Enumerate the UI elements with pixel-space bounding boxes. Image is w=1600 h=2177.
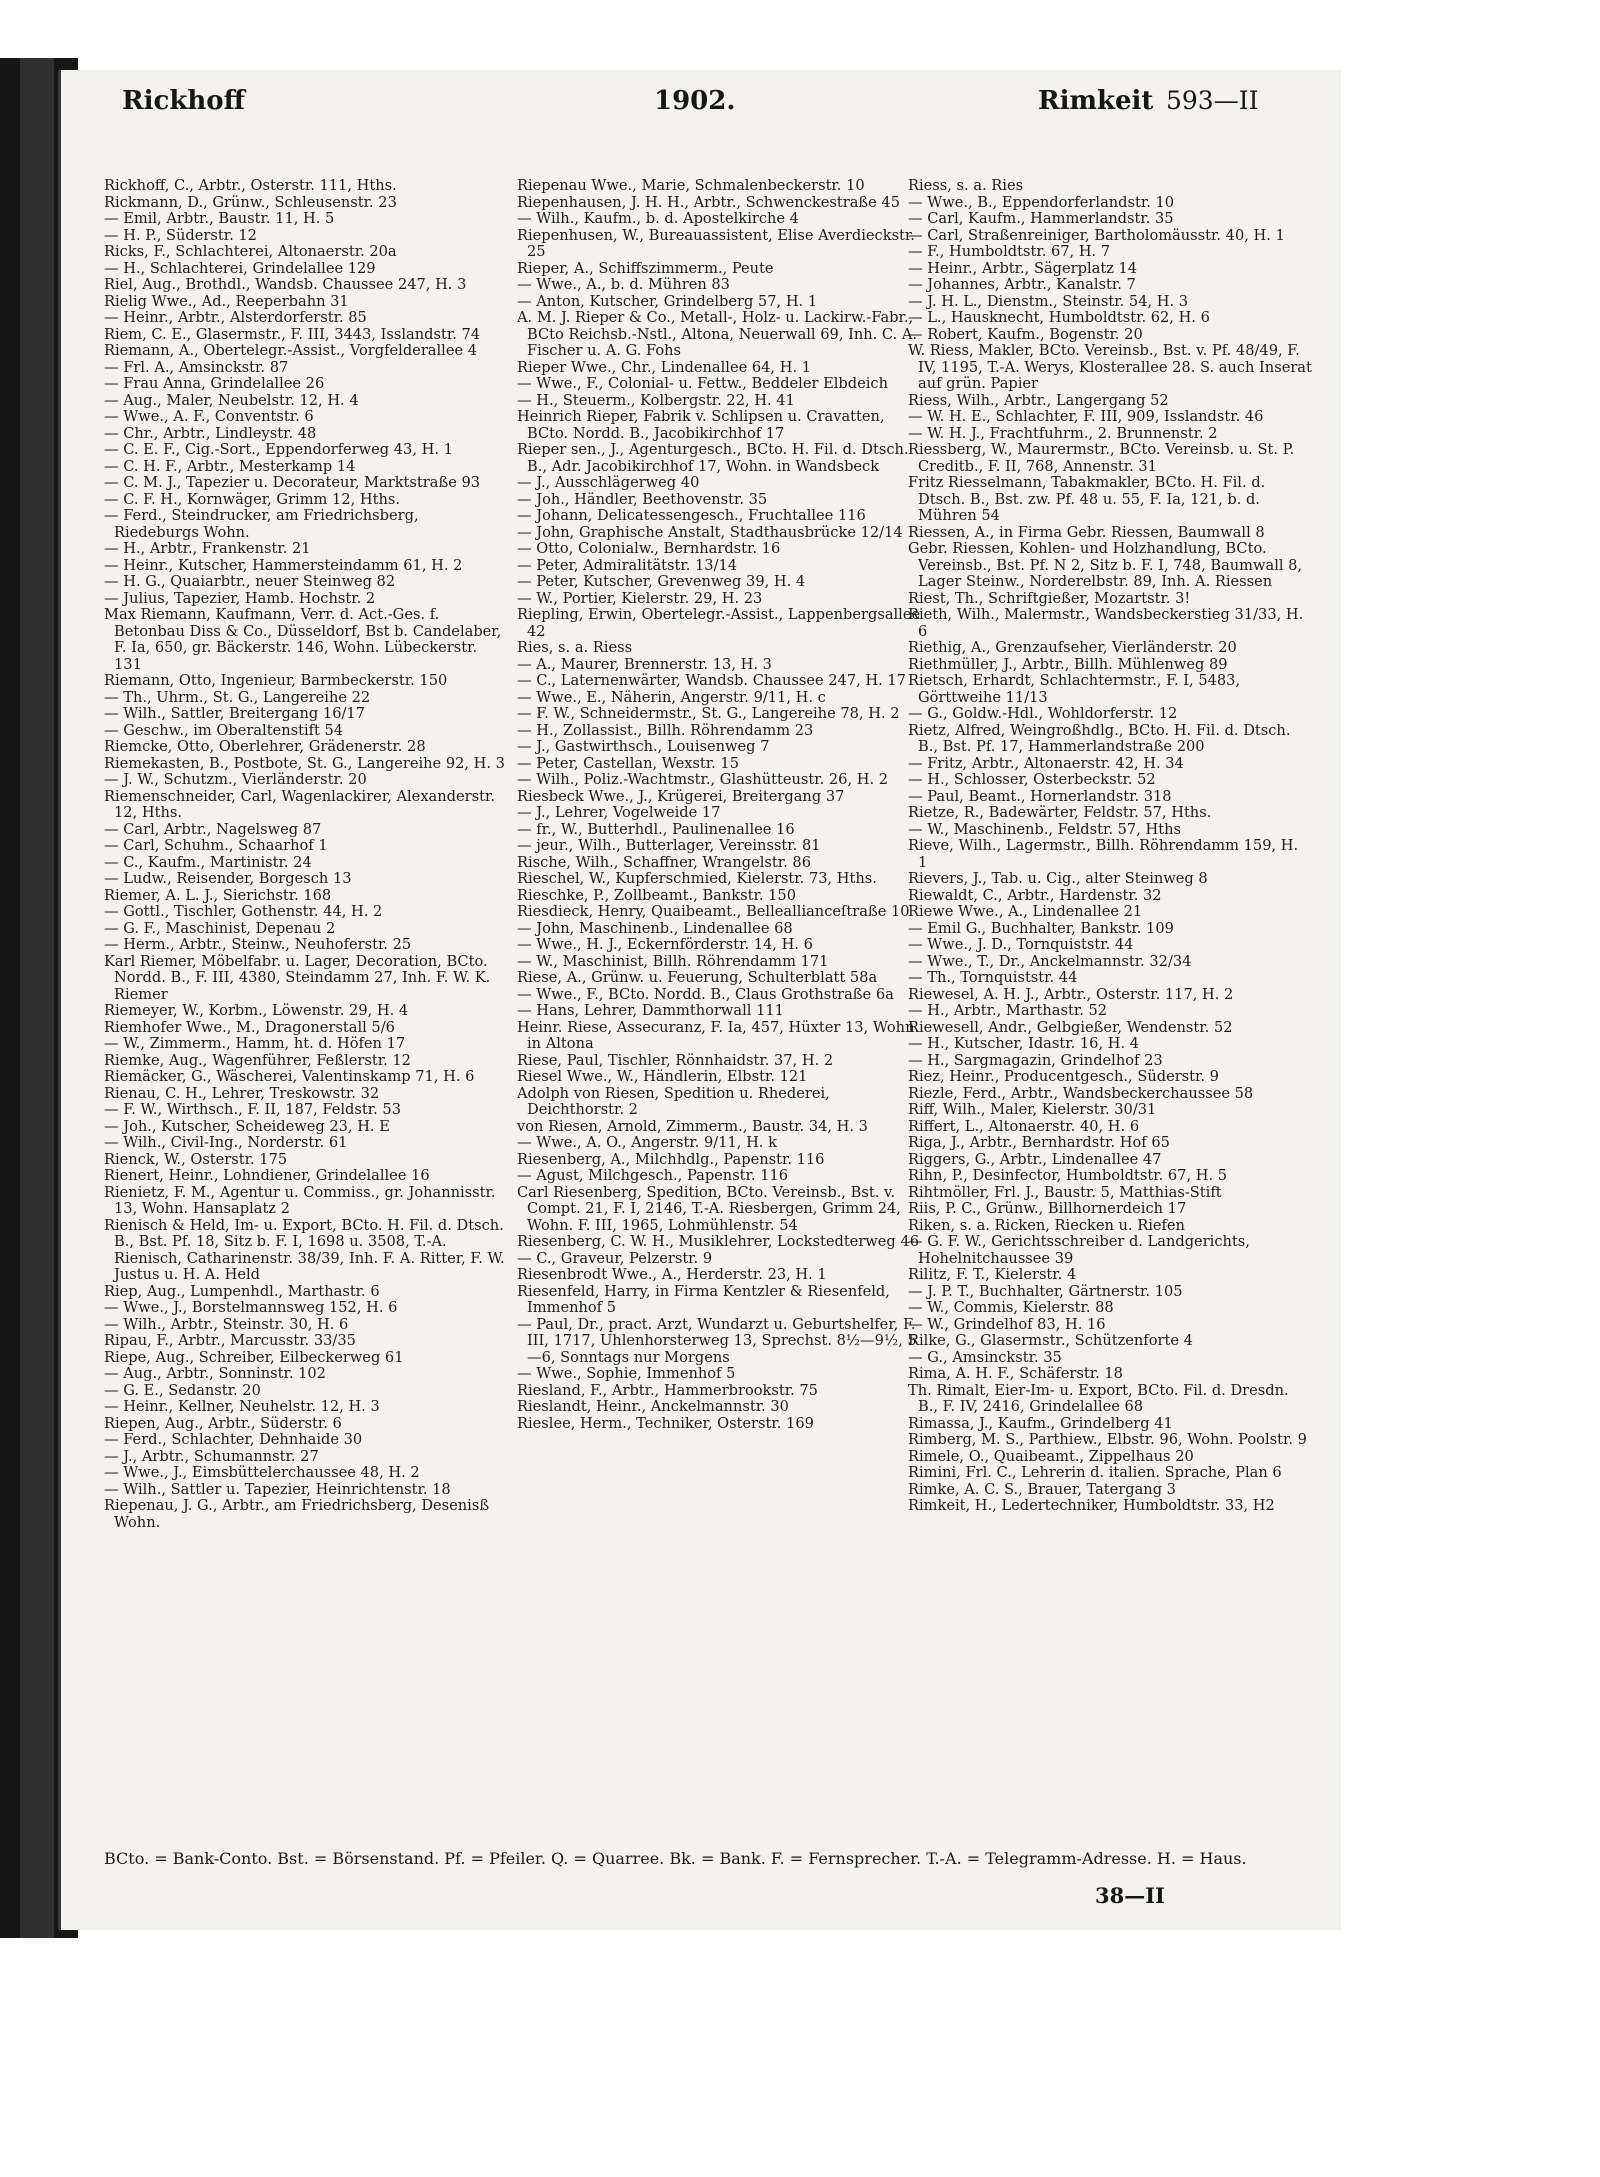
directory-entry: — Wwe., J., Borstelmannsweg 152, H. 6 [104, 1299, 398, 1316]
directory-entry: Rimele, O., Quaibeamt., Zippelhaus 20 [908, 1447, 1194, 1465]
directory-entry: Riesdieck, Henry, Quaibeamt., Belleallianceſtraße 10 [517, 903, 910, 920]
directory-entry: Riess, Wilh., Arbtr., Langergang 52 [908, 391, 1169, 409]
directory-entry: — G. F., Maschinist, Depenau 2 [104, 919, 336, 937]
directory-entry: — H., Sargmagazin, Grindelhof 23 [908, 1051, 1163, 1069]
directory-entry: Riessen, A., in Firma Gebr. Riessen, Baumwall 8 [908, 523, 1265, 541]
directory-entry: Riepe, Aug., Schreiber, Eilbeckerweg 61 [104, 1348, 404, 1366]
directory-entry: — Herm., Arbtr., Steinw., Neuhoferstr. 25 [104, 936, 412, 953]
directory-entry: — J. H. L., Dienstm., Steinstr. 54, H. 3 [908, 292, 1189, 310]
directory-entry: Heinrich Rieper, Fabrik v. Schlipsen u. Cravatten, BCto. Nordd. B., Jacobikirchhof 17 [517, 408, 885, 442]
directory-entry: — C., Kaufm., Martinistr. 24 [104, 853, 312, 871]
directory-entry: Riethig, A., Grenzaufseher, Vierländerstr. 20 [908, 639, 1237, 656]
directory-entry: — Heinr., Kutscher, Hammersteindamm 61, H. 2 [104, 556, 463, 574]
directory-entry: — H. P., Süderstr. 12 [104, 226, 257, 244]
directory-entry: — Wwe., A., b. d. Mühren 83 [517, 276, 730, 293]
directory-entry: — Frl. A., Amsinckstr. 87 [104, 358, 289, 376]
directory-entry: — Wilh., Poliz.-Wachtmstr., Glashütteustr. 26, H. 2 [517, 771, 889, 788]
directory-entry: — Chr., Arbtr., Lindleystr. 48 [104, 424, 317, 442]
directory-entry: Karl Riemer, Möbelfabr. u. Lager, Decoration, BCto. Nordd. B., F. III, 4380, Steindamm 27, Inh. F. W. K. Riemer [104, 952, 491, 1003]
directory-entry: — Emil, Arbtr., Baustr. 11, H. 5 [104, 210, 335, 227]
directory-entry: — Frau Anna, Grindelallee 26 [104, 375, 325, 392]
directory-entry: Riken, s. a. Ricken, Riecken u. Riefen [908, 1216, 1185, 1234]
directory-entry: Rieve, Wilh., Lagermstr., Billh. Röhrendamm 159, H. 1 [908, 837, 1299, 871]
directory-entry: — C. M. J., Tapezier u. Decorateur, Marktstraße 93 [104, 474, 481, 491]
directory-entry: Th. Rimalt, Eier-Im- u. Export, BCto. Fil. d. Dresdn. B., F. IV, 2416, Grindelallee 68 [908, 1381, 1289, 1415]
directory-entry: — F. W., Schneidermstr., St. G., Langereihe 78, H. 2 [517, 705, 900, 722]
directory-entry: — Carl, Straßenreiniger, Bartholomäusstr. 40, H. 1 [908, 226, 1285, 244]
directory-entry: Rietsch, Erhardt, Schlachtermstr., F. I, 5483, Görttweihe 11/13 [908, 672, 1241, 706]
directory-entry: Rienietz, F. M., Agentur u. Commiss., gr. Johannisstr. 13, Wohn. Hansaplatz 2 [104, 1183, 496, 1217]
directory-entry: Fritz Riesselmann, Tabakmakler, BCto. H. Fil. d. Dtsch. B., Bst. zw. Pf. 48 u. 55, F. Ia, 121, b. d. Mühren 54 [908, 474, 1266, 524]
directory-entry: Rieper, A., Schiffszimmerm., Peute [517, 259, 774, 277]
directory-entry: — Heinr., Kellner, Neuhelstr. 12, H. 3 [104, 1398, 380, 1415]
directory-entry: — Carl, Schuhm., Schaarhof 1 [104, 837, 328, 854]
directory-entry: Riemhofer Wwe., M., Dragonerstall 5/6 [104, 1018, 395, 1036]
directory-entry: — H., Arbtr., Marthastr. 52 [908, 1002, 1108, 1019]
directory-entry: Rieth, Wilh., Malermstr., Wandsbeckerstieg 31/33, H. 6 [908, 606, 1304, 640]
directory-entry: — Wilh., Kaufm., b. d. Apostelkirche 4 [517, 210, 799, 227]
directory-entry: Rievers, J., Tab. u. Cig., alter Steinweg 8 [908, 870, 1208, 887]
directory-entry: — Johann, Delicatessengesch., Fruchtallee 116 [517, 507, 866, 524]
directory-entry: Ricks, F., Schlachterei, Altonaerstr. 20a [104, 243, 397, 260]
directory-entry: Gebr. Riessen, Kohlen- und Holzhandlung, BCto. Vereinsb., Bst. Pf. N 2, Sitz b. F. I, 748, Baumwall 8, Lager Steinw., Norderelbstr. 89, Inh. A. Riessen [908, 540, 1303, 590]
directory-entry: — H., Schlachterei, Grindelallee 129 [104, 259, 376, 277]
directory-entry: — C. F. H., Kornwäger, Grimm 12, Hths. [104, 490, 401, 508]
directory-entry: — Peter, Kutscher, Grevenweg 39, H. 4 [517, 573, 806, 590]
directory-entry: Adolph von Riesen, Spedition u. Rhederei, Deichthorstr. 2 [517, 1084, 830, 1118]
directory-entry: — J. P. T., Buchhalter, Gärtnerstr. 105 [908, 1282, 1183, 1300]
directory-entry: — Wwe., Sophie, Immenhof 5 [517, 1365, 736, 1382]
directory-entry: Riez, Heinr., Producentgesch., Süderstr. 9 [908, 1068, 1219, 1085]
directory-entry: — G. E., Sedanstr. 20 [104, 1381, 261, 1399]
directory-entry: Rienck, W., Osterstr. 175 [104, 1150, 288, 1168]
directory-entry: — Paul, Dr., pract. Arzt, Wundarzt u. Geburtshelfer, F. III, 1717, Uhlenhorsterweg 13, Sprechst. 8½—9½, 5—6, Sonntags nur Morgens [517, 1315, 917, 1366]
directory-entry: Rische, Wilh., Schaffner, Wrangelstr. 86 [517, 853, 811, 871]
directory-entry: Riepenau, J. G., Arbtr., am Friedrichsberg, Desenisß Wohn. [104, 1497, 490, 1531]
directory-entry: — Wwe., B., Eppendorferlandstr. 10 [908, 193, 1175, 211]
directory-entry: Riggers, G., Arbtr., Lindenallee 47 [908, 1150, 1162, 1168]
directory-entry: — G. F. W., Gerichtsschreiber d. Landgerichts, Hohelnitchaussee 39 [908, 1233, 1250, 1267]
directory-entry: — Ferd., Steindrucker, am Friedrichsberg, Riedeburgs Wohn. [104, 507, 419, 541]
directory-entry: Riffert, L., Altonaerstr. 40, H. 6 [908, 1117, 1140, 1135]
directory-entry: Rihtmöller, Frl. J., Baustr. 5, Matthias-Stift [908, 1183, 1222, 1201]
directory-entry: Rilitz, F. T., Kielerstr. 4 [908, 1266, 1077, 1283]
directory-entry: — Wwe., E., Näherin, Angerstr. 9/11, H. c [517, 688, 826, 706]
directory-entry: — Fritz, Arbtr., Altonaerstr. 42, H. 34 [908, 754, 1184, 772]
directory-entry: Riemann, A., Obertelegr.-Assist., Vorgfelderallee 4 [104, 342, 478, 359]
directory-entry: — Geschw., im Oberaltenstift 54 [104, 721, 344, 739]
directory-entry: Riessberg, W., Maurermstr., BCto. Vereinsb. u. St. P. Creditb., F. II, 768, Annenstr. 31 [908, 441, 1295, 475]
directory-entry: Rickhoff, C., Arbtr., Osterstr. 111, Hths. [104, 178, 397, 194]
directory-entry: Riethmüller, J., Arbtr., Billh. Mühlenweg 89 [908, 655, 1228, 673]
directory-entry: — Peter, Castellan, Wexstr. 15 [517, 754, 740, 772]
directory-entry: — Wwe., F., Colonial- u. Fettw., Beddeler Elbdeich [517, 375, 888, 392]
directory-entry: Rielig Wwe., Ad., Reeperbahn 31 [104, 292, 349, 310]
directory-entry: — H., Zollassist., Billh. Röhrendamm 23 [517, 721, 814, 739]
directory-entry: Rietze, R., Badewärter, Feldstr. 57, Hths. [908, 804, 1212, 821]
directory-entry: Rieschke, P., Zollbeamt., Bankstr. 150 [517, 886, 796, 904]
directory-entry: — W. H. J., Frachtfuhrm., 2. Brunnenstr. 2 [908, 424, 1218, 442]
directory-entry: Riesenberg, C. W. H., Musiklehrer, Lockstedterweg 46 [517, 1233, 919, 1250]
directory-entry: — Gottl., Tischler, Gothenstr. 44, H. 2 [104, 903, 383, 920]
directory-entry: — H. G., Quaiarbtr., neuer Steinweg 82 [104, 573, 396, 590]
header-left-keyword: Rickhoff [122, 86, 245, 116]
header-year: 1902. [654, 86, 736, 116]
directory-entry: — W., Portier, Kielerstr. 29, H. 23 [517, 589, 763, 607]
directory-entry: — A., Maurer, Brennerstr. 13, H. 3 [517, 655, 772, 673]
directory-entry: Riem, C. E., Glasermstr., F. III, 3443, Isslandstr. 74 [104, 325, 481, 343]
directory-entry: — Wwe., T., Dr., Anckelmannstr. 32/34 [908, 952, 1192, 970]
directory-entry: Rimini, Frl. C., Lehrerin d. italien. Sprache, Plan 6 [908, 1464, 1282, 1481]
directory-entry: — John, Graphische Anstalt, Stadthausbrücke 12/14 [517, 523, 903, 541]
directory-entry: Riest, Th., Schriftgießer, Mozartstr. 3! [908, 589, 1191, 607]
directory-entry: Rieper Wwe., Chr., Lindenallee 64, H. 1 [517, 358, 812, 376]
directory-entry: — H., Arbtr., Frankenstr. 21 [104, 540, 311, 557]
directory-entry: Rimke, A. C. S., Brauer, Tatergang 3 [908, 1480, 1176, 1498]
directory-entry: Riemke, Aug., Wagenführer, Feßlerstr. 12 [104, 1051, 411, 1069]
abbreviation-legend: BCto. = Bank-Conto. Bst. = Börsenstand. Pf. = Pfeiler. Q. = Quarree. Bk. = Bank. F. = Fernsprecher. T.-A. = Telegramm-Adresse. H. = Haus. [104, 1849, 1247, 1868]
directory-entry: — Carl, Kaufm., Hammerlandstr. 35 [908, 210, 1174, 227]
directory-entry: Ripau, F., Arbtr., Marcusstr. 33/35 [104, 1332, 356, 1349]
directory-entry: — Wilh., Civil-Ing., Norderstr. 61 [104, 1134, 348, 1151]
directory-entry: Riesland, F., Arbtr., Hammerbrookstr. 75 [517, 1381, 818, 1399]
directory-entry: A. M. J. Rieper & Co., Metall-, Holz- u. Lackirw.-Fabr., BCto Reichsb.-Nstl., Altona, Neuerwall 69, Inh. C. A. Fischer u. A. G. Fohs [517, 309, 918, 359]
directory-entry: — Emil G., Buchhalter, Bankstr. 109 [908, 919, 1174, 937]
directory-entry: Rimkeit, H., Ledertechniker, Humboldtstr. 33, H2 [908, 1497, 1275, 1514]
directory-entry: — W., Commis, Kielerstr. 88 [908, 1299, 1114, 1316]
sheet-signature: 38—II [1095, 1883, 1165, 1908]
directory-entry: Riesbeck Wwe., J., Krügerei, Breitergang 37 [517, 787, 845, 805]
directory-entry: — Peter, Admiralitätstr. 13/14 [517, 556, 738, 574]
directory-entry: — W., Grindelhof 83, H. 16 [908, 1315, 1106, 1333]
directory-entry: Riel, Aug., Brothdl., Wandsb. Chaussee 247, H. 3 [104, 276, 467, 293]
directory-entry: Riesenfeld, Harry, in Firma Kentzler & Riesenfeld, Immenhof 5 [517, 1282, 890, 1316]
column-middle [517, 178, 921, 1818]
directory-entry: Riep, Aug., Lumpenhdl., Marthastr. 6 [104, 1282, 380, 1300]
directory-entry: — Robert, Kaufm., Bogenstr. 20 [908, 325, 1143, 343]
directory-entry: Riesenbrodt Wwe., A., Herderstr. 23, H. 1 [517, 1266, 827, 1283]
directory-entry: — Wwe., J., Eimsbüttelerchaussee 48, H. 2 [104, 1464, 420, 1481]
directory-entry: Riemäcker, G., Wäscherei, Valentinskamp 71, H. 6 [104, 1068, 475, 1085]
directory-entry: Rienau, C. H., Lehrer, Treskowstr. 32 [104, 1084, 380, 1102]
column-left [104, 178, 508, 1818]
directory-entry: — Wwe., A. O., Angerstr. 9/11, H. k [517, 1134, 777, 1151]
directory-entry: Rimberg, M. S., Parthiew., Elbstr. 96, Wohn. Poolstr. 9 [908, 1431, 1307, 1448]
directory-entry: W. Riess, Makler, BCto. Vereinsb., Bst. v. Pf. 48/49, F. IV, 1195, T.-A. Werys, Klosterallee 28. S. auch Inserat auf grün. Papier [908, 342, 1312, 392]
directory-entry: — Wilh., Arbtr., Steinstr. 30, H. 6 [104, 1315, 349, 1333]
directory-entry: Riewesel, A. H. J., Arbtr., Osterstr. 117, H. 2 [908, 985, 1234, 1003]
directory-entry: Heinr. Riese, Assecuranz, F. Ia, 457, Hüxter 13, Wohn. in Altona [517, 1018, 920, 1052]
directory-entry: — Heinr., Arbtr., Alsterdorferstr. 85 [104, 309, 367, 326]
directory-entry: — J., Arbtr., Schumannstr. 27 [104, 1447, 319, 1465]
directory-entry: Rima, A. H. F., Schäferstr. 18 [908, 1365, 1123, 1382]
directory-entry: — W., Maschinenb., Feldstr. 57, Hths [908, 820, 1181, 838]
directory-entry: — C., Graveur, Pelzerstr. 9 [517, 1249, 713, 1267]
directory-entry: — Wilh., Sattler, Breitergang 16/17 [104, 705, 365, 722]
directory-entry: — Paul, Beamt., Hornerlandstr. 318 [908, 787, 1172, 805]
directory-entry: Riemenschneider, Carl, Wagenlackirer, Alexanderstr. 12, Hths. [104, 787, 495, 821]
directory-entry: Rickmann, D., Grünw., Schleusenstr. 23 [104, 193, 397, 211]
directory-entry: — Julius, Tapezier, Hamb. Hochstr. 2 [104, 589, 376, 607]
directory-entry: Riemeyer, W., Korbm., Löwenstr. 29, H. 4 [104, 1002, 409, 1019]
directory-entry: Rieslee, Herm., Techniker, Osterstr. 169 [517, 1414, 814, 1432]
directory-entry: von Riesen, Arnold, Zimmerm., Baustr. 34, H. 3 [517, 1117, 868, 1135]
directory-entry: — C. E. F., Cig.-Sort., Eppendorferweg 43, H. 1 [104, 441, 453, 458]
directory-entry: — J. W., Schutzm., Vierländerstr. 20 [104, 771, 367, 788]
directory-entry: Riepling, Erwin, Obertelegr.-Assist., Lappenbergsallee 42 [517, 606, 921, 640]
directory-entry: Rimassa, J., Kaufm., Grindelberg 41 [908, 1414, 1173, 1432]
directory-entry: Riesel Wwe., W., Händlerin, Elbstr. 121 [517, 1068, 808, 1085]
directory-entry: — W., Zimmerm., Hamm, ht. d. Höfen 17 [104, 1035, 406, 1052]
page-number: 593—II [1166, 86, 1259, 115]
directory-entry: Ries, s. a. Riess [517, 639, 633, 656]
directory-entry: — Otto, Colonialw., Bernhardstr. 16 [517, 540, 781, 557]
directory-entry: — H., Kutscher, Idastr. 16, H. 4 [908, 1035, 1140, 1052]
directory-entry: Riese, Paul, Tischler, Rönnhaidstr. 37, H. 2 [517, 1051, 834, 1069]
directory-entry: Riga, J., Arbtr., Bernhardstr. Hof 65 [908, 1134, 1170, 1151]
directory-entry: Rienisch & Held, Im- u. Export, BCto. H. Fil. d. Dtsch. B., Bst. Pf. 18, Sitz b. F. I, 1698 u. 3508, T.-A. Rienisch, Catharinenstr. 38/39, Inh. F. A. Ritter, F. W. Justus u. H. A. Held [104, 1216, 505, 1283]
directory-entry: — Wilh., Sattler u. Tapezier, Heinrichtenstr. 18 [104, 1480, 451, 1498]
directory-entry: — F. W., Wirthsch., F. II, 187, Feldstr. 53 [104, 1101, 401, 1118]
directory-entry: — W., Maschinist, Billh. Röhrendamm 171 [517, 952, 829, 970]
directory-entry: Carl Riesenberg, Spedition, BCto. Vereinsb., Bst. v. Compt. 21, F. I, 2146, T.-A. Riesbergen, Grimm 24, Wohn. F. III, 1965, Lohmühlenstr. 54 [517, 1183, 901, 1234]
directory-entry: Riemekasten, B., Postbote, St. G., Langereihe 92, H. 3 [104, 754, 505, 772]
directory-entry: — Th., Tornquiststr. 44 [908, 969, 1078, 986]
directory-entry: Rieslandt, Heinr., Anckelmannstr. 30 [517, 1398, 789, 1415]
directory-entry: — Wwe., F., BCto. Nordd. B., Claus Grothstraße 6a [517, 985, 894, 1003]
directory-entry: Riemer, A. L. J., Sierichstr. 168 [104, 886, 332, 904]
directory-entry: — fr., W., Butterhdl., Paulinenallee 16 [517, 820, 795, 838]
directory-entry: Riewaldt, C., Arbtr., Hardenstr. 32 [908, 886, 1162, 904]
directory-entry: — J., Gastwirthsch., Louisenweg 7 [517, 738, 770, 755]
running-header [100, 76, 1260, 136]
directory-entry: — Anton, Kutscher, Grindelberg 57, H. 1 [517, 292, 818, 310]
directory-entry: — Heinr., Arbtr., Sägerplatz 14 [908, 259, 1138, 277]
directory-entry: — H., Steuerm., Kolbergstr. 22, H. 41 [517, 391, 795, 409]
directory-entry: — jeur., Wilh., Butterlager, Vereinsstr. 81 [517, 837, 821, 854]
directory-entry: — W. H. E., Schlachter, F. III, 909, Isslandstr. 46 [908, 408, 1264, 425]
directory-entry: Rilke, G., Glasermstr., Schützenforte 4 [908, 1332, 1193, 1349]
directory-entry: Riezle, Ferd., Arbtr., Wandsbeckerchaussee 58 [908, 1084, 1254, 1102]
directory-entry: Riese, A., Grünw. u. Feuerung, Schulterblatt 58a [517, 969, 878, 986]
directory-entry: Rihn, P., Desinfector, Humboldtstr. 67, H. 5 [908, 1167, 1228, 1184]
directory-entry: Rieschel, W., Kupferschmied, Kielerstr. 73, Hths. [517, 870, 877, 887]
directory-entry: — G., Amsinckstr. 35 [908, 1348, 1062, 1366]
directory-entry: Riemann, Otto, Ingenieur, Barmbeckerstr. 150 [104, 672, 448, 689]
directory-entry: — Joh., Händler, Beethovenstr. 35 [517, 490, 768, 508]
directory-entry: Riess, s. a. Ries [908, 178, 1024, 194]
directory-entry: — Ludw., Reisender, Borgesch 13 [104, 870, 352, 887]
directory-entry: — Agust, Milchgesch., Papenstr. 116 [517, 1167, 789, 1184]
directory-entry: — Wwe., H. J., Eckernförderstr. 14, H. 6 [517, 936, 813, 953]
directory-entry: Rienert, Heinr., Lohndiener, Grindelallee 16 [104, 1167, 430, 1184]
directory-entry: Rieper sen., J., Agenturgesch., BCto. H. Fil. d. Dtsch. B., Adr. Jacobikirchhof 17, Wohn. in Wandsbeck [517, 441, 909, 475]
directory-entry: — F., Humboldtstr. 67, H. 7 [908, 243, 1111, 260]
directory-entry: Riis, P. C., Grünw., Billhornerdeich 17 [908, 1200, 1187, 1217]
directory-entry: Riff, Wilh., Maler, Kielerstr. 30/31 [908, 1101, 1157, 1118]
directory-entry: — Carl, Arbtr., Nagelsweg 87 [104, 820, 322, 838]
directory-entry: Rietz, Alfred, Weingroßhdlg., BCto. H. Fil. d. Dtsch. B., Bst. Pf. 17, Hammerlandstraße 200 [908, 721, 1291, 755]
directory-entry: — L., Hausknecht, Humboldtstr. 62, H. 6 [908, 309, 1210, 326]
directory-entry: Riepenhusen, W., Bureauassistent, Elise Averdieckstr. 25 [517, 226, 915, 260]
directory-entry: — Th., Uhrm., St. G., Langereihe 22 [104, 688, 371, 706]
directory-entry: — G., Goldw.-Hdl., Wohldorferstr. 12 [908, 705, 1178, 722]
directory-entry: — Hans, Lehrer, Dammthorwall 111 [517, 1002, 784, 1019]
directory-entry: — Wwe., J. D., Tornquiststr. 44 [908, 936, 1134, 953]
directory-entry: — H., Schlosser, Osterbeckstr. 52 [908, 771, 1156, 788]
directory-entry: Riesenberg, A., Milchhdlg., Papenstr. 116 [517, 1150, 825, 1168]
directory-entry: Riepenhausen, J. H. H., Arbtr., Schwenckestraße 45 [517, 193, 900, 211]
directory-entry: Riepenau Wwe., Marie, Schmalenbeckerstr. 10 [517, 178, 865, 194]
directory-entry: — Aug., Maler, Neubelstr. 12, H. 4 [104, 391, 359, 409]
directory-entry: Riepen, Aug., Arbtr., Süderstr. 6 [104, 1414, 342, 1432]
directory-entry: Riemcke, Otto, Oberlehrer, Grädenerstr. 28 [104, 738, 426, 755]
directory-entry: — John, Maschinenb., Lindenallee 68 [517, 919, 793, 937]
directory-entry: — J., Lehrer, Vogelweide 17 [517, 804, 721, 821]
directory-entry: — J., Ausschlägerweg 40 [517, 474, 700, 491]
directory-entry: — Aug., Arbtr., Sonninstr. 102 [104, 1365, 326, 1382]
column-right [908, 178, 1312, 1818]
directory-entry: — Wwe., A. F., Conventstr. 6 [104, 408, 314, 425]
directory-entry: Riewesell, Andr., Gelbgießer, Wendenstr. 52 [908, 1018, 1233, 1036]
directory-entry: — C., Laternenwärter, Wandsb. Chaussee 247, H. 17 [517, 672, 906, 689]
directory-entry: Riewe Wwe., A., Lindenallee 21 [908, 903, 1143, 920]
directory-entry: — Johannes, Arbtr., Kanalstr. 7 [908, 276, 1136, 293]
directory-entry: Max Riemann, Kaufmann, Verr. d. Act.-Ges. f. Betonbau Diss & Co., Düsseldorf, Bst b. Candelaber, F. Ia, 650, gr. Bäckerstr. 146, Wohn. Lübeckerstr. 131 [104, 606, 502, 673]
directory-entry: — C. H. F., Arbtr., Mesterkamp 14 [104, 457, 356, 475]
directory-entry: — Joh., Kutscher, Scheideweg 23, H. E [104, 1117, 390, 1135]
directory-entry: — Ferd., Schlachter, Dehnhaide 30 [104, 1431, 363, 1448]
header-right-keyword: Rimkeit [1038, 86, 1154, 116]
